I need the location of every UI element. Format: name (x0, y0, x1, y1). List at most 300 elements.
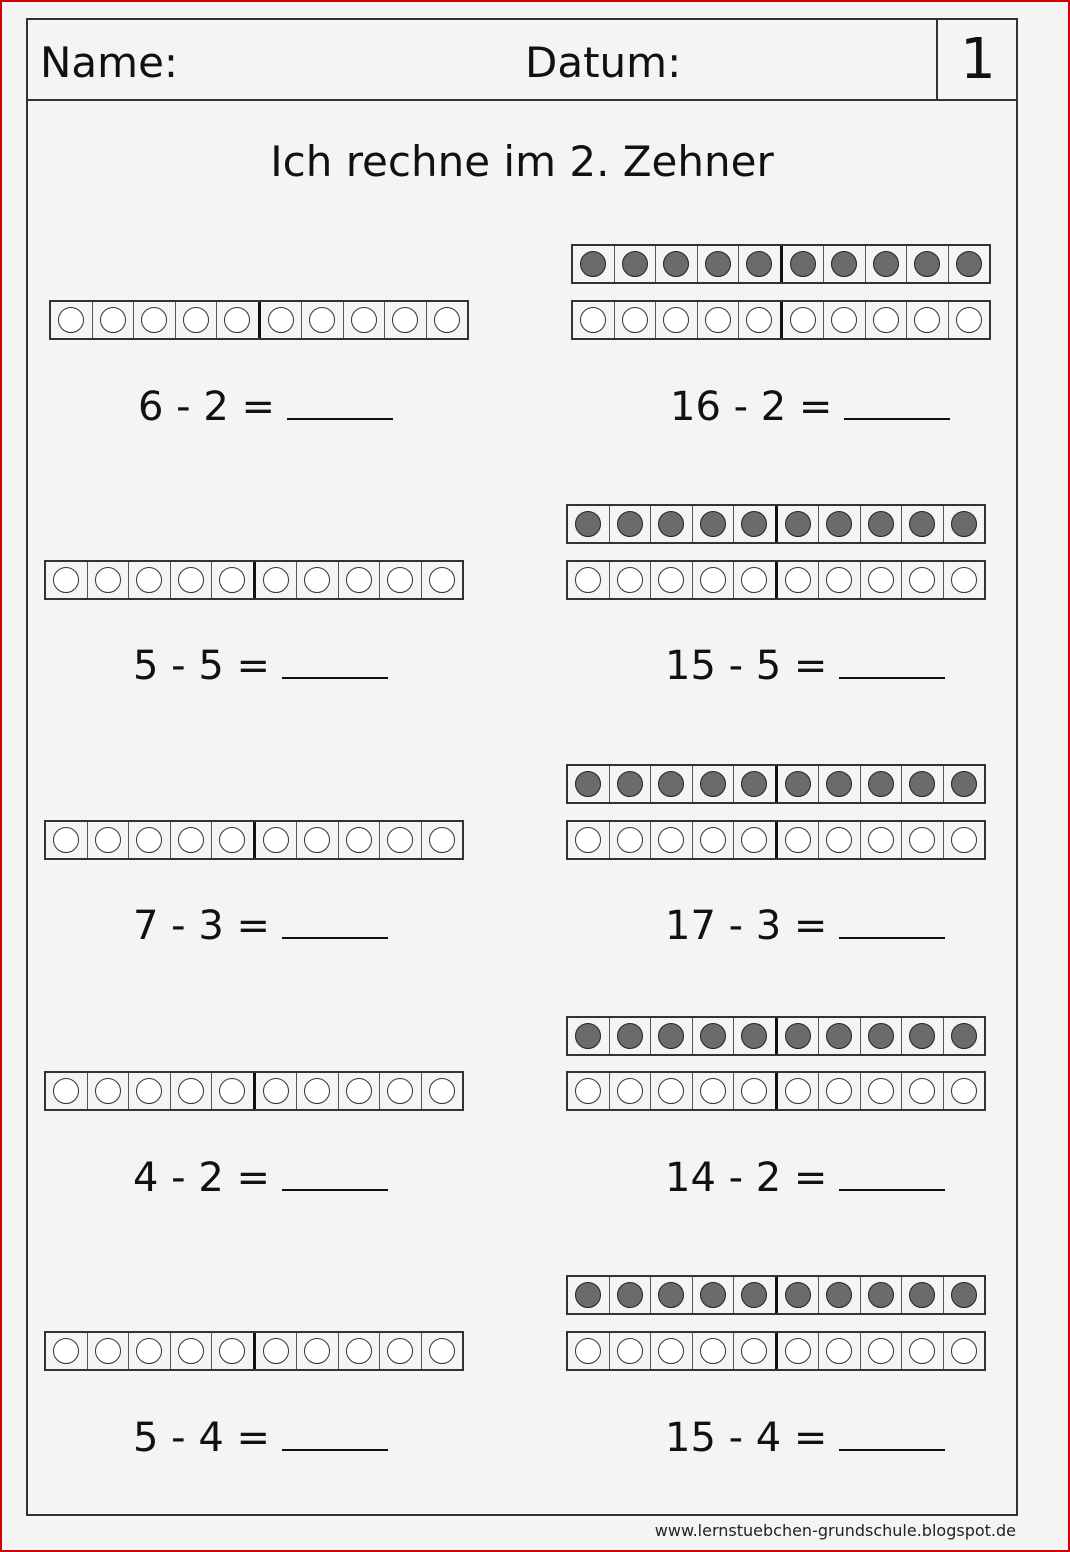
frame-cell (296, 1333, 338, 1369)
filled-counter-dot (658, 771, 684, 797)
frame-cell (948, 302, 990, 338)
empty-counter-dot (826, 567, 852, 593)
empty-counter-dot (951, 567, 977, 593)
frame-cell (692, 1018, 734, 1054)
empty-counter-dot (785, 567, 811, 593)
worksheet-title: Ich rechne im 2. Zehner (270, 137, 774, 186)
frame-cell (253, 1073, 297, 1109)
frame-cell (943, 562, 985, 598)
frame-cell (573, 302, 614, 338)
frame-cell (211, 1333, 253, 1369)
tens-frame-filled (571, 244, 991, 284)
empty-counter-dot (346, 827, 372, 853)
frame-cell (943, 1277, 985, 1313)
empty-counter-dot (700, 1078, 726, 1104)
frame-cell (860, 1073, 902, 1109)
frame-cell (943, 822, 985, 858)
frame-cell (609, 1073, 651, 1109)
frame-cell (301, 302, 343, 338)
empty-counter-dot (658, 827, 684, 853)
frame-cell (901, 822, 943, 858)
frame-cell (87, 822, 129, 858)
frame-cell (860, 562, 902, 598)
tens-frame-filled (566, 504, 986, 544)
frame-cell (650, 1333, 692, 1369)
filled-counter-dot (705, 251, 731, 277)
frame-cell (46, 822, 87, 858)
empty-counter-dot (58, 307, 84, 333)
empty-counter-dot (263, 1078, 289, 1104)
frame-cell (738, 302, 780, 338)
frame-cell (818, 562, 860, 598)
empty-counter-dot (429, 1078, 455, 1104)
filled-counter-dot (785, 1023, 811, 1049)
empty-counter-dot (868, 827, 894, 853)
frame-cell (818, 1333, 860, 1369)
frame-cell (92, 302, 134, 338)
empty-counter-dot (434, 307, 460, 333)
frame-cell (775, 1277, 819, 1313)
tens-frame-empty (566, 1331, 986, 1371)
filled-counter-dot (663, 251, 689, 277)
tens-frame-empty (566, 1071, 986, 1111)
empty-counter-dot (136, 1078, 162, 1104)
footer-url: www.lernstuebchen-grundschule.blogspot.de (654, 1521, 1016, 1540)
frame-cell (775, 1073, 819, 1109)
frame-cell (943, 1333, 985, 1369)
empty-counter-dot (387, 567, 413, 593)
empty-counter-dot (178, 1078, 204, 1104)
frame-cell (860, 506, 902, 542)
frame-cell (568, 506, 609, 542)
empty-counter-dot (951, 1338, 977, 1364)
answer-blank[interactable] (839, 1419, 945, 1451)
empty-counter-dot (831, 307, 857, 333)
frame-cell (655, 246, 697, 282)
empty-counter-dot (178, 827, 204, 853)
answer-blank[interactable] (839, 1159, 945, 1191)
filled-counter-dot (658, 1023, 684, 1049)
frame-cell (338, 1333, 380, 1369)
frame-cell (733, 1073, 775, 1109)
filled-counter-dot (700, 511, 726, 537)
empty-counter-dot (826, 1338, 852, 1364)
empty-counter-dot (351, 307, 377, 333)
empty-counter-dot (868, 567, 894, 593)
empty-counter-dot (868, 1338, 894, 1364)
empty-counter-dot (741, 567, 767, 593)
filled-counter-dot (785, 511, 811, 537)
filled-counter-dot (951, 1282, 977, 1308)
frame-cell (650, 562, 692, 598)
filled-counter-dot (868, 1282, 894, 1308)
frame-cell (901, 1277, 943, 1313)
empty-counter-dot (785, 827, 811, 853)
frame-cell (568, 1018, 609, 1054)
tens-frame-empty (566, 560, 986, 600)
filled-counter-dot (700, 771, 726, 797)
empty-counter-dot (53, 1338, 79, 1364)
frame-cell (46, 562, 87, 598)
worksheet (26, 18, 1018, 1516)
empty-counter-dot (95, 1338, 121, 1364)
empty-counter-dot (658, 1338, 684, 1364)
equation-text: 5 - 5 = (133, 643, 270, 689)
frame-cell (296, 822, 338, 858)
frame-cell (609, 1333, 651, 1369)
frame-cell (216, 302, 258, 338)
frame-cell (568, 822, 609, 858)
page-number: 1 (960, 27, 996, 92)
frame-cell (421, 822, 463, 858)
frame-cell (46, 1333, 87, 1369)
answer-blank[interactable] (287, 388, 393, 420)
empty-counter-dot (219, 1078, 245, 1104)
empty-counter-dot (617, 1338, 643, 1364)
empty-counter-dot (700, 1338, 726, 1364)
frame-cell (421, 1073, 463, 1109)
frame-cell (609, 562, 651, 598)
frame-cell (733, 506, 775, 542)
frame-cell (818, 506, 860, 542)
answer-blank[interactable] (839, 647, 945, 679)
frame-cell (338, 1073, 380, 1109)
frame-cell (865, 246, 907, 282)
filled-counter-dot (741, 771, 767, 797)
equation-text: 7 - 3 = (133, 903, 270, 949)
empty-counter-dot (826, 1078, 852, 1104)
empty-counter-dot (224, 307, 250, 333)
empty-counter-dot (580, 307, 606, 333)
frame-cell (775, 766, 819, 802)
filled-counter-dot (909, 1282, 935, 1308)
equation-text: 17 - 3 = (665, 903, 828, 949)
frame-cell (738, 246, 780, 282)
empty-counter-dot (346, 1078, 372, 1104)
frame-cell (379, 1073, 421, 1109)
frame-cell (860, 1277, 902, 1313)
frame-cell (901, 1018, 943, 1054)
filled-counter-dot (826, 1282, 852, 1308)
empty-counter-dot (53, 827, 79, 853)
tens-frame-filled (566, 764, 986, 804)
empty-counter-dot (263, 1338, 289, 1364)
empty-counter-dot (304, 1338, 330, 1364)
frame-cell (211, 1073, 253, 1109)
filled-counter-dot (575, 771, 601, 797)
frame-cell (650, 766, 692, 802)
frame-cell (901, 1073, 943, 1109)
task-equation (665, 1154, 945, 1202)
frame-cell (901, 506, 943, 542)
frame-cell (692, 562, 734, 598)
filled-counter-dot (746, 251, 772, 277)
tens-frame-empty (49, 300, 469, 340)
empty-counter-dot (304, 827, 330, 853)
empty-counter-dot (304, 1078, 330, 1104)
frame-cell (733, 1333, 775, 1369)
frame-cell (296, 562, 338, 598)
frame-cell (906, 302, 948, 338)
empty-counter-dot (951, 827, 977, 853)
filled-counter-dot (617, 1023, 643, 1049)
task-equation (670, 383, 950, 431)
frame-cell (692, 822, 734, 858)
empty-counter-dot (95, 827, 121, 853)
filled-counter-dot (700, 1282, 726, 1308)
frame-cell (384, 302, 426, 338)
answer-blank[interactable] (282, 907, 388, 939)
empty-counter-dot (700, 827, 726, 853)
frame-cell (609, 766, 651, 802)
frame-cell (296, 1073, 338, 1109)
empty-counter-dot (429, 827, 455, 853)
filled-counter-dot (575, 1023, 601, 1049)
empty-counter-dot (304, 567, 330, 593)
empty-counter-dot (183, 307, 209, 333)
frame-cell (943, 1073, 985, 1109)
frame-cell (568, 562, 609, 598)
answer-blank[interactable] (282, 1159, 388, 1191)
answer-blank[interactable] (844, 388, 950, 420)
frame-cell (211, 562, 253, 598)
empty-counter-dot (622, 307, 648, 333)
empty-counter-dot (178, 1338, 204, 1364)
empty-counter-dot (53, 1078, 79, 1104)
empty-counter-dot (178, 567, 204, 593)
empty-counter-dot (909, 567, 935, 593)
empty-counter-dot (346, 1338, 372, 1364)
empty-counter-dot (741, 1078, 767, 1104)
frame-cell (170, 1333, 212, 1369)
frame-cell (379, 1333, 421, 1369)
filled-counter-dot (785, 1282, 811, 1308)
frame-cell (775, 506, 819, 542)
empty-counter-dot (136, 1338, 162, 1364)
frame-cell (818, 766, 860, 802)
filled-counter-dot (741, 1023, 767, 1049)
frame-cell (253, 1333, 297, 1369)
frame-cell (818, 822, 860, 858)
answer-blank[interactable] (282, 647, 388, 679)
task-equation (133, 642, 388, 690)
frame-cell (775, 562, 819, 598)
tens-frame-empty (571, 300, 991, 340)
frame-cell (692, 1277, 734, 1313)
frame-cell (609, 822, 651, 858)
frame-cell (609, 1277, 651, 1313)
filled-counter-dot (741, 1282, 767, 1308)
filled-counter-dot (909, 771, 935, 797)
empty-counter-dot (663, 307, 689, 333)
empty-counter-dot (95, 567, 121, 593)
task-equation (138, 383, 393, 431)
empty-counter-dot (346, 567, 372, 593)
frame-cell (775, 1333, 819, 1369)
tens-frame-empty (44, 1331, 464, 1371)
frame-cell (860, 1018, 902, 1054)
frame-cell (258, 302, 302, 338)
tens-frame-empty (566, 820, 986, 860)
filled-counter-dot (658, 1282, 684, 1308)
frame-cell (697, 302, 739, 338)
empty-counter-dot (219, 567, 245, 593)
filled-counter-dot (956, 251, 982, 277)
answer-blank[interactable] (839, 907, 945, 939)
filled-counter-dot (575, 1282, 601, 1308)
frame-cell (128, 1073, 170, 1109)
frame-cell (823, 246, 865, 282)
frame-cell (650, 822, 692, 858)
frame-cell (568, 766, 609, 802)
empty-counter-dot (263, 827, 289, 853)
frame-cell (609, 1018, 651, 1054)
filled-counter-dot (951, 1023, 977, 1049)
filled-counter-dot (868, 1023, 894, 1049)
empty-counter-dot (387, 1078, 413, 1104)
task-equation (665, 1414, 945, 1462)
frame-cell (860, 822, 902, 858)
frame-cell (823, 302, 865, 338)
equation-text: 16 - 2 = (670, 384, 833, 430)
frame-cell (733, 822, 775, 858)
empty-counter-dot (575, 827, 601, 853)
empty-counter-dot (575, 1338, 601, 1364)
frame-cell (170, 822, 212, 858)
frame-cell (87, 562, 129, 598)
answer-blank[interactable] (282, 1419, 388, 1451)
empty-counter-dot (909, 1338, 935, 1364)
task-equation (133, 1414, 388, 1462)
frame-cell (650, 506, 692, 542)
empty-counter-dot (617, 567, 643, 593)
empty-counter-dot (141, 307, 167, 333)
frame-cell (421, 1333, 463, 1369)
frame-cell (128, 562, 170, 598)
empty-counter-dot (219, 1338, 245, 1364)
frame-cell (338, 822, 380, 858)
filled-counter-dot (914, 251, 940, 277)
empty-counter-dot (263, 567, 289, 593)
filled-counter-dot (826, 1023, 852, 1049)
equation-text: 5 - 4 = (133, 1415, 270, 1461)
frame-cell (170, 562, 212, 598)
frame-cell (697, 246, 739, 282)
frame-cell (175, 302, 217, 338)
empty-counter-dot (575, 567, 601, 593)
frame-cell (906, 246, 948, 282)
empty-counter-dot (575, 1078, 601, 1104)
empty-counter-dot (785, 1078, 811, 1104)
tens-frame-empty (44, 560, 464, 600)
empty-counter-dot (909, 827, 935, 853)
equation-text: 14 - 2 = (665, 1155, 828, 1201)
frame-cell (573, 246, 614, 282)
empty-counter-dot (785, 1338, 811, 1364)
name-label: Name: (40, 38, 179, 87)
empty-counter-dot (617, 827, 643, 853)
frame-cell (568, 1277, 609, 1313)
empty-counter-dot (956, 307, 982, 333)
empty-counter-dot (387, 1338, 413, 1364)
frame-cell (655, 302, 697, 338)
frame-cell (211, 822, 253, 858)
filled-counter-dot (909, 1023, 935, 1049)
empty-counter-dot (387, 827, 413, 853)
equation-text: 15 - 5 = (665, 643, 828, 689)
frame-cell (568, 1333, 609, 1369)
frame-cell (948, 246, 990, 282)
frame-cell (379, 562, 421, 598)
frame-cell (818, 1073, 860, 1109)
frame-cell (338, 562, 380, 598)
filled-counter-dot (575, 511, 601, 537)
header (28, 20, 1016, 101)
frame-cell (128, 822, 170, 858)
filled-counter-dot (826, 511, 852, 537)
frame-cell (253, 822, 297, 858)
empty-counter-dot (95, 1078, 121, 1104)
frame-cell (650, 1073, 692, 1109)
empty-counter-dot (617, 1078, 643, 1104)
frame-cell (860, 766, 902, 802)
frame-cell (901, 562, 943, 598)
frame-cell (87, 1333, 129, 1369)
frame-cell (860, 1333, 902, 1369)
date-label: Datum: (525, 38, 682, 87)
tens-frame-empty (44, 1071, 464, 1111)
filled-counter-dot (700, 1023, 726, 1049)
empty-counter-dot (705, 307, 731, 333)
task-equation (665, 902, 945, 950)
empty-counter-dot (914, 307, 940, 333)
equation-text: 15 - 4 = (665, 1415, 828, 1461)
empty-counter-dot (868, 1078, 894, 1104)
frame-cell (775, 822, 819, 858)
frame-cell (253, 562, 297, 598)
filled-counter-dot (909, 511, 935, 537)
frame-cell (692, 1073, 734, 1109)
tens-frame-filled (566, 1275, 986, 1315)
filled-counter-dot (868, 511, 894, 537)
frame-cell (692, 766, 734, 802)
frame-cell (901, 766, 943, 802)
empty-counter-dot (219, 827, 245, 853)
filled-counter-dot (873, 251, 899, 277)
empty-counter-dot (429, 1338, 455, 1364)
filled-counter-dot (617, 771, 643, 797)
frame-cell (87, 1073, 129, 1109)
filled-counter-dot (658, 511, 684, 537)
empty-counter-dot (746, 307, 772, 333)
empty-counter-dot (658, 1078, 684, 1104)
frame-cell (650, 1018, 692, 1054)
frame-cell (901, 1333, 943, 1369)
frame-cell (46, 1073, 87, 1109)
frame-cell (733, 562, 775, 598)
empty-counter-dot (951, 1078, 977, 1104)
filled-counter-dot (622, 251, 648, 277)
frame-cell (650, 1277, 692, 1313)
filled-counter-dot (741, 511, 767, 537)
frame-cell (421, 562, 463, 598)
filled-counter-dot (790, 251, 816, 277)
frame-cell (614, 246, 656, 282)
equation-text: 6 - 2 = (138, 384, 275, 430)
frame-cell (379, 822, 421, 858)
filled-counter-dot (951, 771, 977, 797)
frame-cell (426, 302, 468, 338)
